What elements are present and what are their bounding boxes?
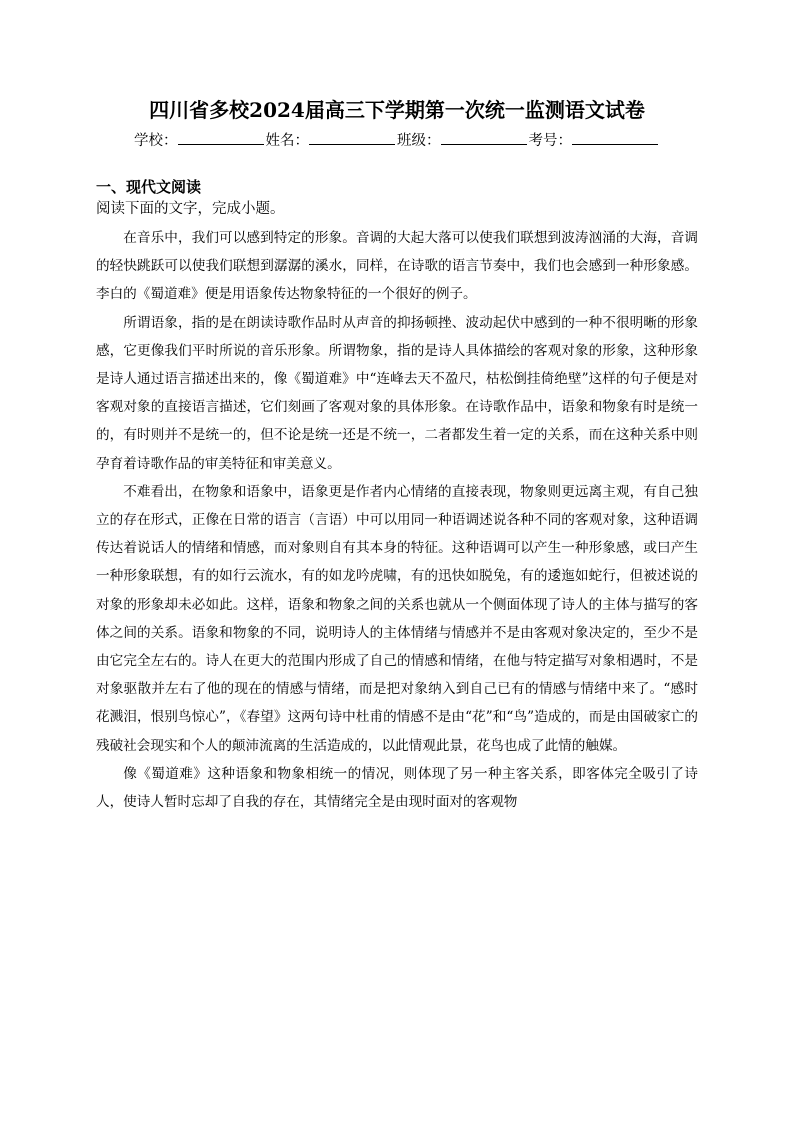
passage-paragraph: 所谓语象，指的是在朗读诗歌作品时从声音的抑扬顿挫、波动起伏中感到的一种不很明晰的形象感，它更像我们平时所说的音乐形象。所谓物象，指的是诗人具体描绘的客观对象的形象，这种形象是诗人通过语言描述出来的，像《蜀道难》中“连峰去天不盈尺，枯松倒挂倚绝壁”这样的句子便是对客观对象的直接语言描述，它们刻画了客观对象的具体形象。在诗歌作品中，语象和物象有时是统一的，有时则并不是统一的，但不论是统一还是不统一，二者都发生着一定的关系，而在这种关系中则孕育着诗歌作品的审美特征和审美意义。 [96,314,698,472]
class-blank [441,128,527,145]
name-blank [309,128,395,145]
exam-title: 四川省多校2024届高三下学期第一次统一监测语文试卷 [149,98,645,122]
class-label: 班级： [397,133,441,149]
name-label: 姓名： [265,133,309,149]
exam-number-blank [572,128,658,145]
student-info-line [96,128,698,152]
passage-paragraph: 在音乐中，我们可以感到特定的形象。音调的大起大落可以使我们联想到波涛汹涌的大海，音调的轻快跳跃可以使我们联想到潺潺的溪水，同样，在诗歌的语言节奏中，我们也会感到一种形象感。李白的《蜀道难》便是用语象传达物象特征的一个很好的例子。 [96,230,698,303]
passage-paragraph: 像《蜀道难》这种语象和物象相统一的情况，则体现了另一种主客关系，即客体完全吸引了诗人，使诗人暂时忘却了自我的存在，其情绪完全是由现时面对的客观物 [96,765,698,811]
school-blank [178,128,264,145]
exam-page [96,96,698,816]
section-heading: 一、现代文阅读 [96,178,202,196]
reading-instruction: 阅读下面的文字，完成小题。 [96,201,285,217]
reading-passage [96,224,698,816]
exam-number-label: 考号： [528,133,572,149]
passage-paragraph: 不难看出，在物象和语象中，语象更是作者内心情绪的直接表现，物象则更远离主观，有自己独立的存在形式，正像在日常的语言（言语）中可以用同一种语调述说各种不同的客观对象，这种语调传达着说话人的情绪和情感，而对象则自有其本身的特征。这种语调可以产生一种形象感，或曰产生一种形象联想，有的如行云流水，有的如龙吟虎啸，有的迅快如脱兔，有的逶迤如蛇行，但被述说的对象的形象却未必如此。这样，语象和物象之间的关系也就从一个侧面体现了诗人的主体与描写的客体之间的关系。语象和物象的不同，说明诗人的主体情绪与情感并不是由客观对象决定的，至少不是由它完全左右的。诗人在更大的范围内形成了自己的情感和情绪，在他与特定描写对象相遇时，不是对象驱散并左右了他的现在的情感与情绪，而是把对象纳入到自己已有的情感与情绪中来了。“感时花溅泪，恨别鸟惊心”，《春望》这两句诗中杜甫的情感不是由“花”和“鸟”造成的，而是由国破家亡的残破社会现实和个人的颠沛流离的生活造成的，以此情观此景，花鸟也成了此情的触媒。 [96,483,698,754]
school-label: 学校： [134,133,178,149]
